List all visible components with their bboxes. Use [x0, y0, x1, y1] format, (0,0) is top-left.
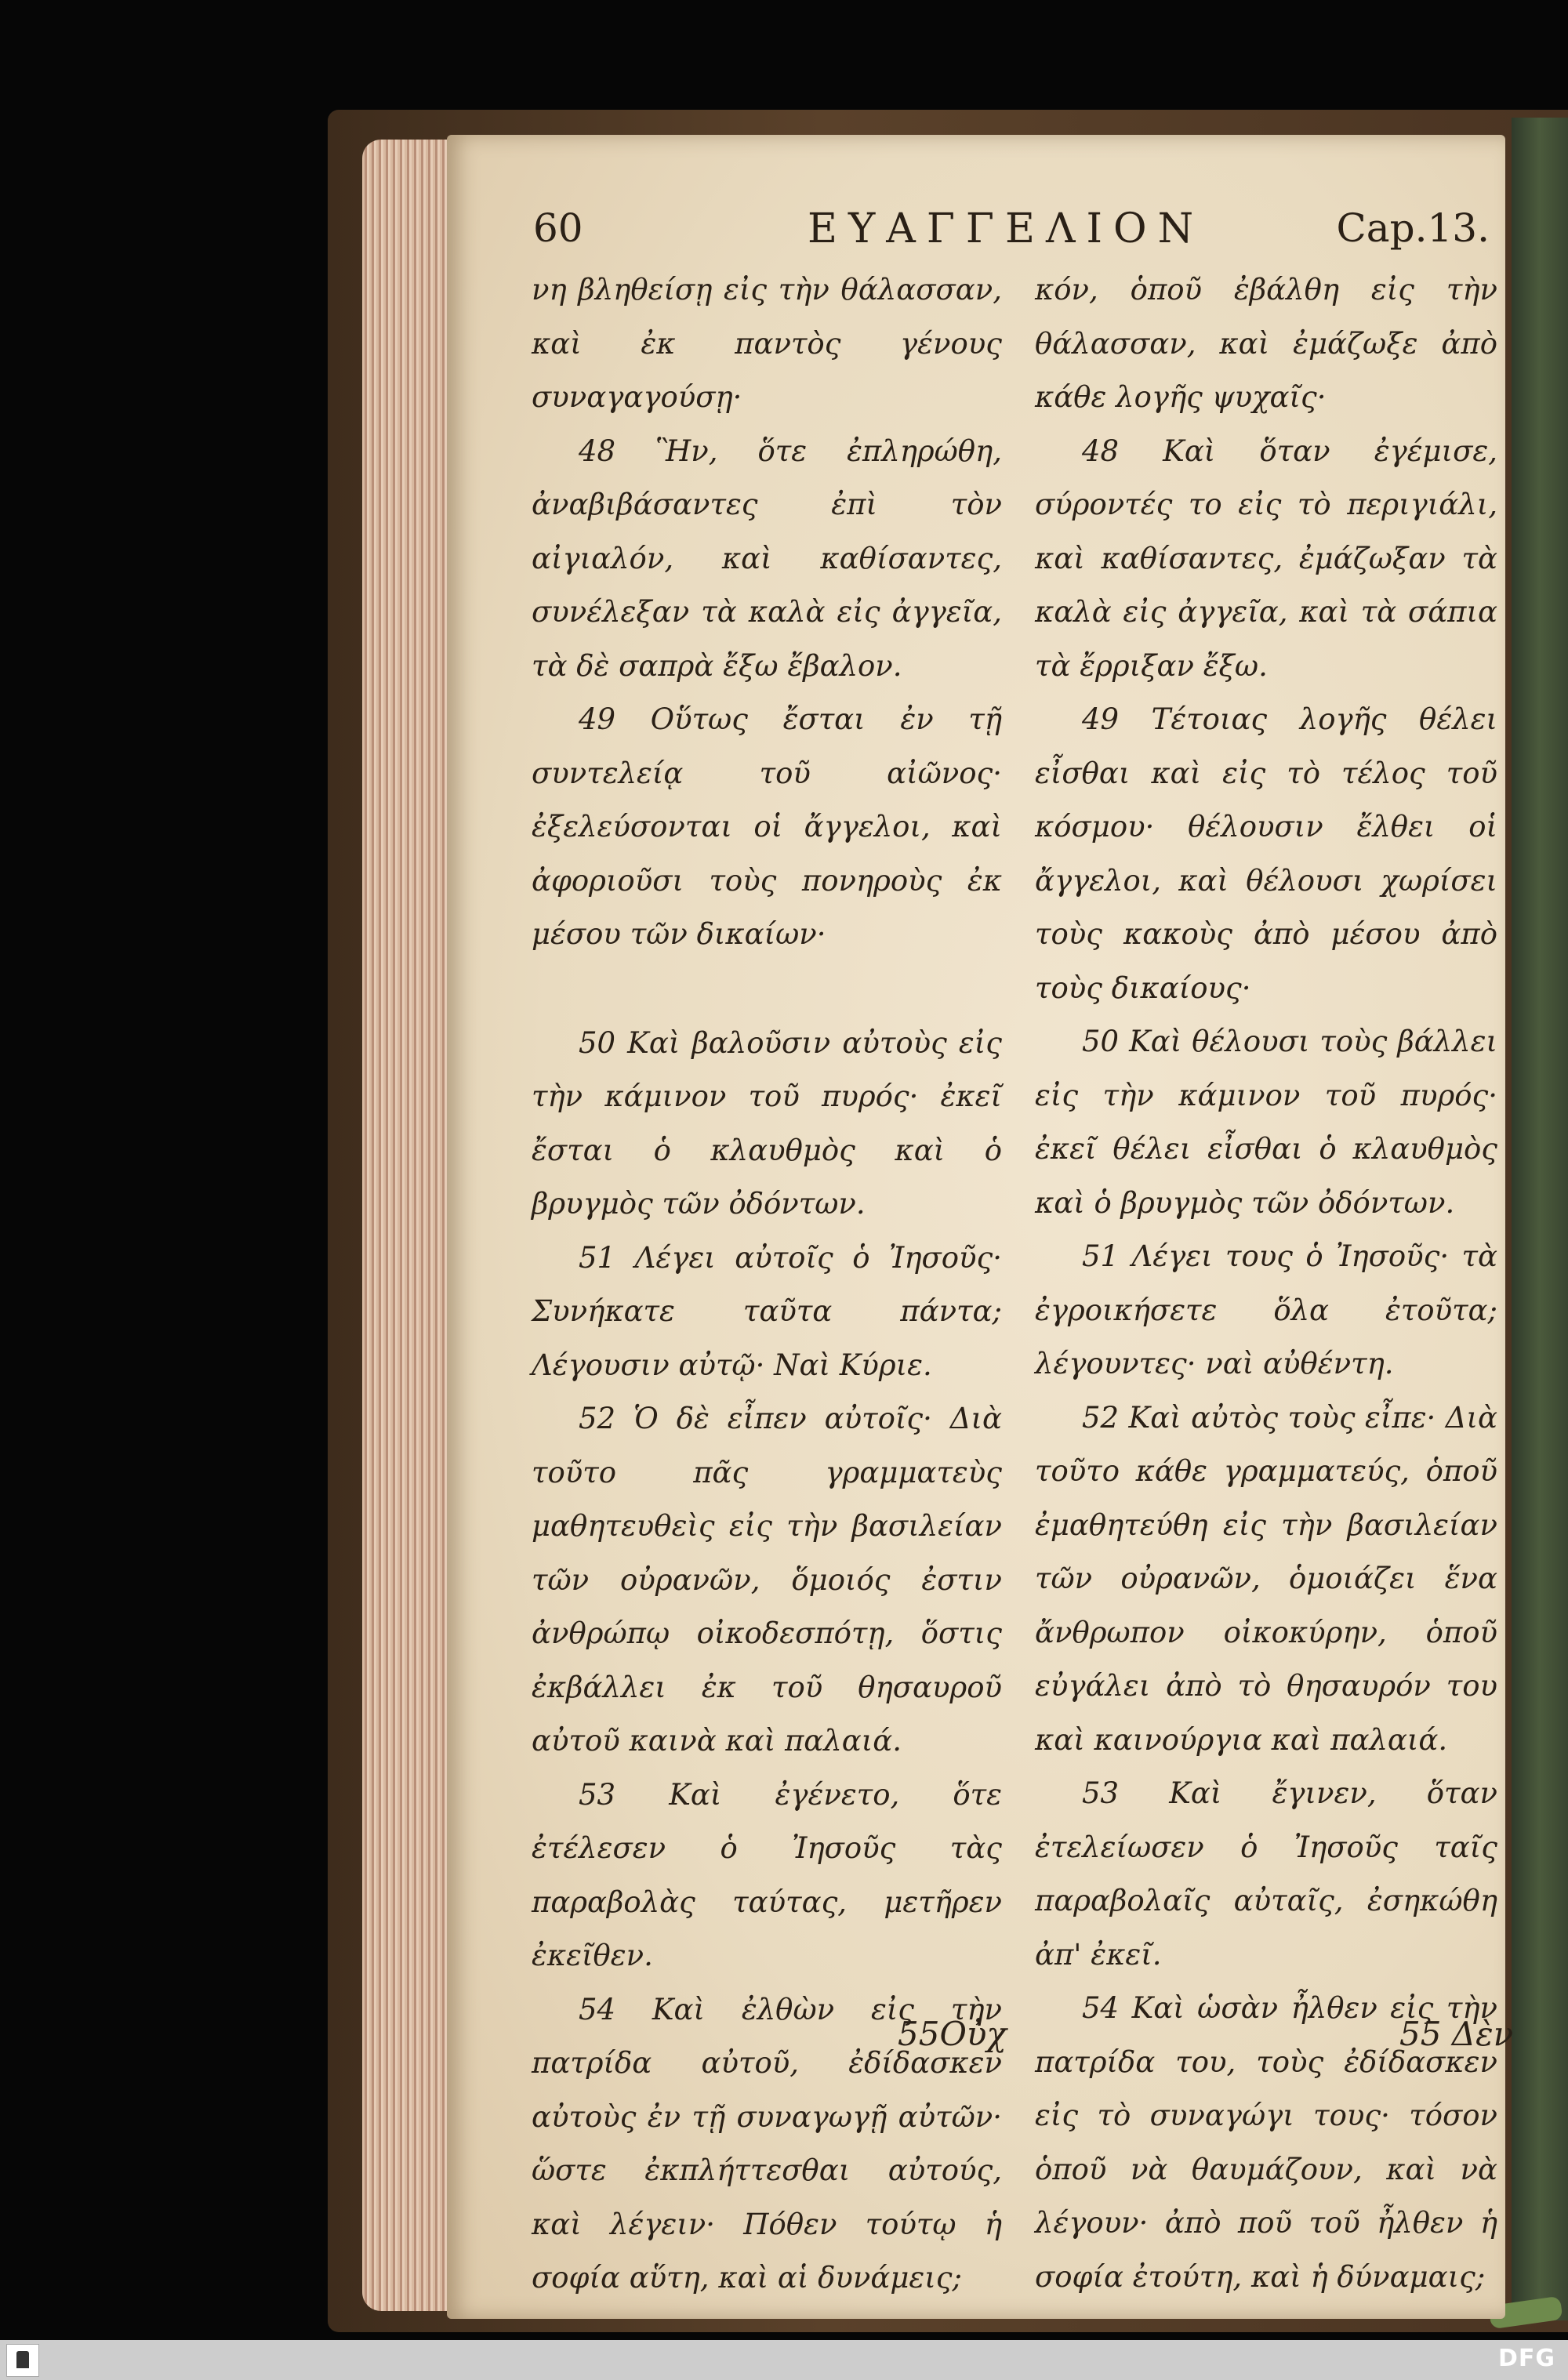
verse-53: 53 Καὶ ἐγένετο, ὅτε ἐτέλεσεν ὁ Ἰησοῦς τὰς παραβολὰς ταύτας, μετῆρεν ἐκεῖθεν.	[532, 1777, 1002, 1972]
verse-50: 50 Καὶ θέλουσι τοὺς βάλλει εἰς τὴν κάμινον τοῦ πυρός· ἐκεῖ θέλει εἶσθαι ὁ κλαυθμὸς καὶ ὁ βρυγμὸς τῶν ὀδόντων.	[1035, 1025, 1497, 1220]
verse-49: 49 Οὕτως ἔσται ἐν τῇ συντελείᾳ τοῦ αἰῶνος· ἐξελεύσονται οἱ ἄγγελοι, καὶ ἀφοριοῦσι τοὺς πονηροὺς ἐκ μέσου τῶν δικαίων·	[532, 702, 1002, 951]
verse-text: κόν, ὁποῦ ἐβάλθη εἰς τὴν θάλασσαν, καὶ ἐμάζωξε ἀπὸ κάθε λογῆς ψυχαῖς·	[1035, 273, 1497, 414]
verse-51: 51 Λέγει τους ὁ Ἰησοῦς· τὰ ἐγροικήσετε ὅλα ἐτοῦτα; λέγουντες· ναὶ αὐθέντη.	[1035, 1239, 1497, 1380]
chapter-label: Cap.13.	[1336, 205, 1490, 251]
binding-edge	[1512, 118, 1568, 2320]
page-number: 60	[533, 205, 583, 251]
verse-48: 48 Καὶ ὅταν ἐγέμισε, σύροντές το εἰς τὸ περιγιάλι, καὶ καθίσαντες, ἐμάζωξαν τὰ καλὰ εἰς ἀγγεῖα, καὶ τὰ σάπια τὰ ἔρριξαν ἔξω.	[1035, 434, 1497, 683]
verse-text: νη βληθείσῃ εἰς τὴν θάλασσαν, καὶ ἐκ παντὸς γένους συναγαγούσῃ·	[532, 273, 1002, 414]
running-header	[533, 205, 1505, 260]
page-title: ΕΥΑΓΓΕΛΙΟΝ	[808, 205, 1205, 252]
catchword-right: 55 Δὲν	[1399, 2015, 1514, 2053]
verse-50: 50 Καὶ βαλοῦσιν αὐτοὺς εἰς τὴν κάμινον τοῦ πυρός· ἐκεῖ ἔσται ὁ κλαυθμὸς καὶ ὁ βρυγμὸς τῶν ὀδόντων.	[532, 1025, 1002, 1221]
verse-52: 52 Ὁ δὲ εἶπεν αὐτοῖς· Διὰ τοῦτο πᾶς γραμματεὺς μαθητευθεὶς εἰς τὴν βασιλείαν τῶν οὐρανῶν, ὅμοιός ἐστιν ἀνθρώπῳ οἰκοδεσπότῃ, ὅστις ἐκβάλλει ἐκ τοῦ θησαυροῦ αὐτοῦ καινὰ καὶ παλαιά.	[532, 1402, 1002, 1758]
verse-53: 53 Καὶ ἔγινεν, ὅταν ἐτελείωσεν ὁ Ἰησοῦς ταῖς παραβολαῖς αὐταῖς, ἐσηκώθη ἀπ' ἐκεῖ.	[1035, 1776, 1497, 1972]
library-logo-icon	[6, 2344, 39, 2377]
vernacular-column	[1035, 263, 1497, 2294]
verse-49: 49 Τέτοιας λογῆς θέλει εἶσθαι καὶ εἰς τὸ τέλος τοῦ κόσμου· θέλουσιν ἔλθει οἱ ἄγγελοι, καὶ θέλουσι χωρίσει τοὺς κακοὺς ἀπὸ μέσου ἀπὸ τοὺς δικαίους·	[1035, 702, 1497, 1005]
catchword-left: 55Οὐχ	[898, 2015, 1007, 2053]
verse-54: 54 Καὶ ὡσὰν ἦλθεν εἰς τὴν πατρίδα του, τοὺς ἐδίδασκεν εἰς τὸ συναγώγι τους· τόσον ὁποῦ νὰ θαυμάζουν, καὶ νὰ λέγουν· ἀπὸ ποῦ τοῦ ἦλθεν ἡ σοφία ἐτούτη, καὶ ἡ δύναμαις;	[1035, 1991, 1497, 2294]
greek-column	[532, 263, 1002, 2295]
verse-54: 54 Καὶ ἐλθὼν εἰς τὴν πατρίδα αὐτοῦ, ἐδίδασκεν αὐτοὺς ἐν τῇ συναγωγῇ αὐτῶν· ὥστε ἐκπλήττεσθαι αὐτούς, καὶ λέγειν· Πόθεν τούτῳ ἡ σοφία αὕτη, καὶ αἱ δυνάμεις;	[532, 1992, 1002, 2295]
dfg-logo: DFG	[1497, 2345, 1555, 2372]
verse-48: 48 Ἣν, ὅτε ἐπληρώθη, ἀναβιβάσαντες ἐπὶ τὸν αἰγιαλόν, καὶ καθίσαντες, συνέλεξαν τὰ καλὰ εἰς ἀγγεῖα, τὰ δὲ σαπρὰ ἔξω ἔβαλον.	[532, 434, 1002, 683]
verse-52: 52 Καὶ αὐτὸς τοὺς εἶπε· Διὰ τοῦτο κάθε γραμματεύς, ὁποῦ ἐμαθητεύθη εἰς τὴν βασιλείαν τῶν οὐρανῶν, ὁμοιάζει ἕνα ἄνθρωπον οἰκοκύρην, ὁποῦ εὐγάλει ἀπὸ τὸ θησαυρόν του καὶ καινούργια καὶ παλαιά.	[1035, 1400, 1497, 1757]
viewer-footer	[0, 2340, 1568, 2380]
verse-51: 51 Λέγει αὐτοῖς ὁ Ἰησοῦς· Συνήκατε ταῦτα πάντα; Λέγουσιν αὐτῷ· Ναὶ Κύριε.	[532, 1240, 1002, 1382]
